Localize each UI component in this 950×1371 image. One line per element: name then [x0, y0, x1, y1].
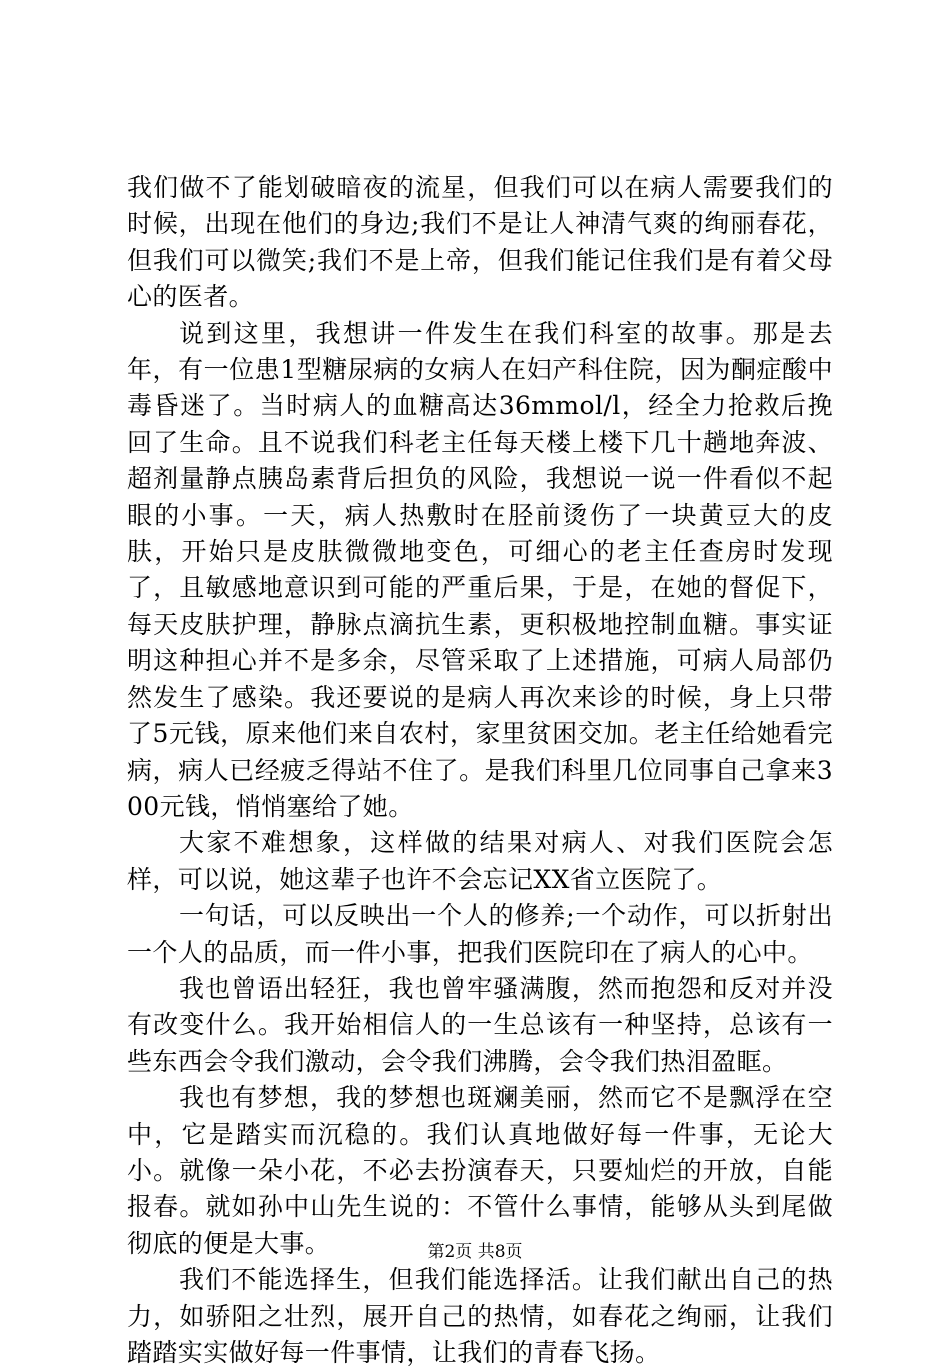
paragraph-2: 说到这里，我想讲一件发生在我们科室的故事。那是去年，有一位患1型糖尿病的女病人在妇产科住院，因为酮症酸中毒昏迷了。当时病人的血糖高达36mmol/l，经全力抢救后挽回了生命。且不说我们科老主任每天楼上楼下几十趟地奔波、超剂量静点胰岛素背后担负的风险，我想说一说一件看似不起眼的小事。一天，病人热敷时在胫前烫伤了一块黄豆大的皮肤，开始只是皮肤微微地变色，可细心的老主任查房时发现了，且敏感地意识到可能的严重后果，于是，在她的督促下，每天皮肤护理，静脉点滴抗生素，更积极地控制血糖。事实证明这种担心并不是多余，尽管采取了上述措施，可病人局部仍然发生了感染。我还要说的是病人再次来诊的时候，身上只带了5元钱，原来他们来自农村，家里贫困交加。老主任给她看完病，病人已经疲乏得站不住了。是我们科里几位同事自己拿来300元钱，悄悄塞给了她。 — [127, 318, 833, 821]
page-footer: 第2页 共8页 — [427, 1242, 523, 1262]
document-body — [127, 170, 833, 1371]
paragraph-4: 一句话，可以反映出一个人的修养;一个动作，可以折射出一个人的品质，而一件小事，把我们医院印在了病人的心中。 — [127, 901, 833, 967]
paragraph-6: 我也有梦想，我的梦想也斑斓美丽，然而它不是飘浮在空中，它是踏实而沉稳的。我们认真地做好每一件事，无论大小。就像一朵小花，不必去扮演春天，只要灿烂的开放，自能报春。就如孙中山先生说的：不管什么事情，能够从头到尾做彻底的便是大事。 — [127, 1083, 833, 1258]
paragraph-7: 我们不能选择生，但我们能选择活。让我们献出自己的热力，如骄阳之壮烈，展开自己的热情，如春花之绚丽，让我们踏踏实实做好每一件事情，让我们的青春飞扬。 — [127, 1265, 833, 1367]
paragraph-5: 我也曾语出轻狂，我也曾牢骚满腹，然而抱怨和反对并没有改变什么。我开始相信人的一生总该有一种坚持，总该有一些东西会令我们激动，会令我们沸腾，会令我们热泪盈眶。 — [127, 973, 833, 1076]
paragraph-1: 我们做不了能划破暗夜的流星，但我们可以在病人需要我们的时候，出现在他们的身边;我们不是让人神清气爽的绚丽春花，但我们可以微笑;我们不是上帝，但我们能记住我们是有着父母心的医者。 — [127, 173, 833, 312]
paragraph-3: 大家不难想象，这样做的结果对病人、对我们医院会怎样，可以说，她这辈子也许不会忘记XX省立医院了。 — [127, 828, 833, 894]
